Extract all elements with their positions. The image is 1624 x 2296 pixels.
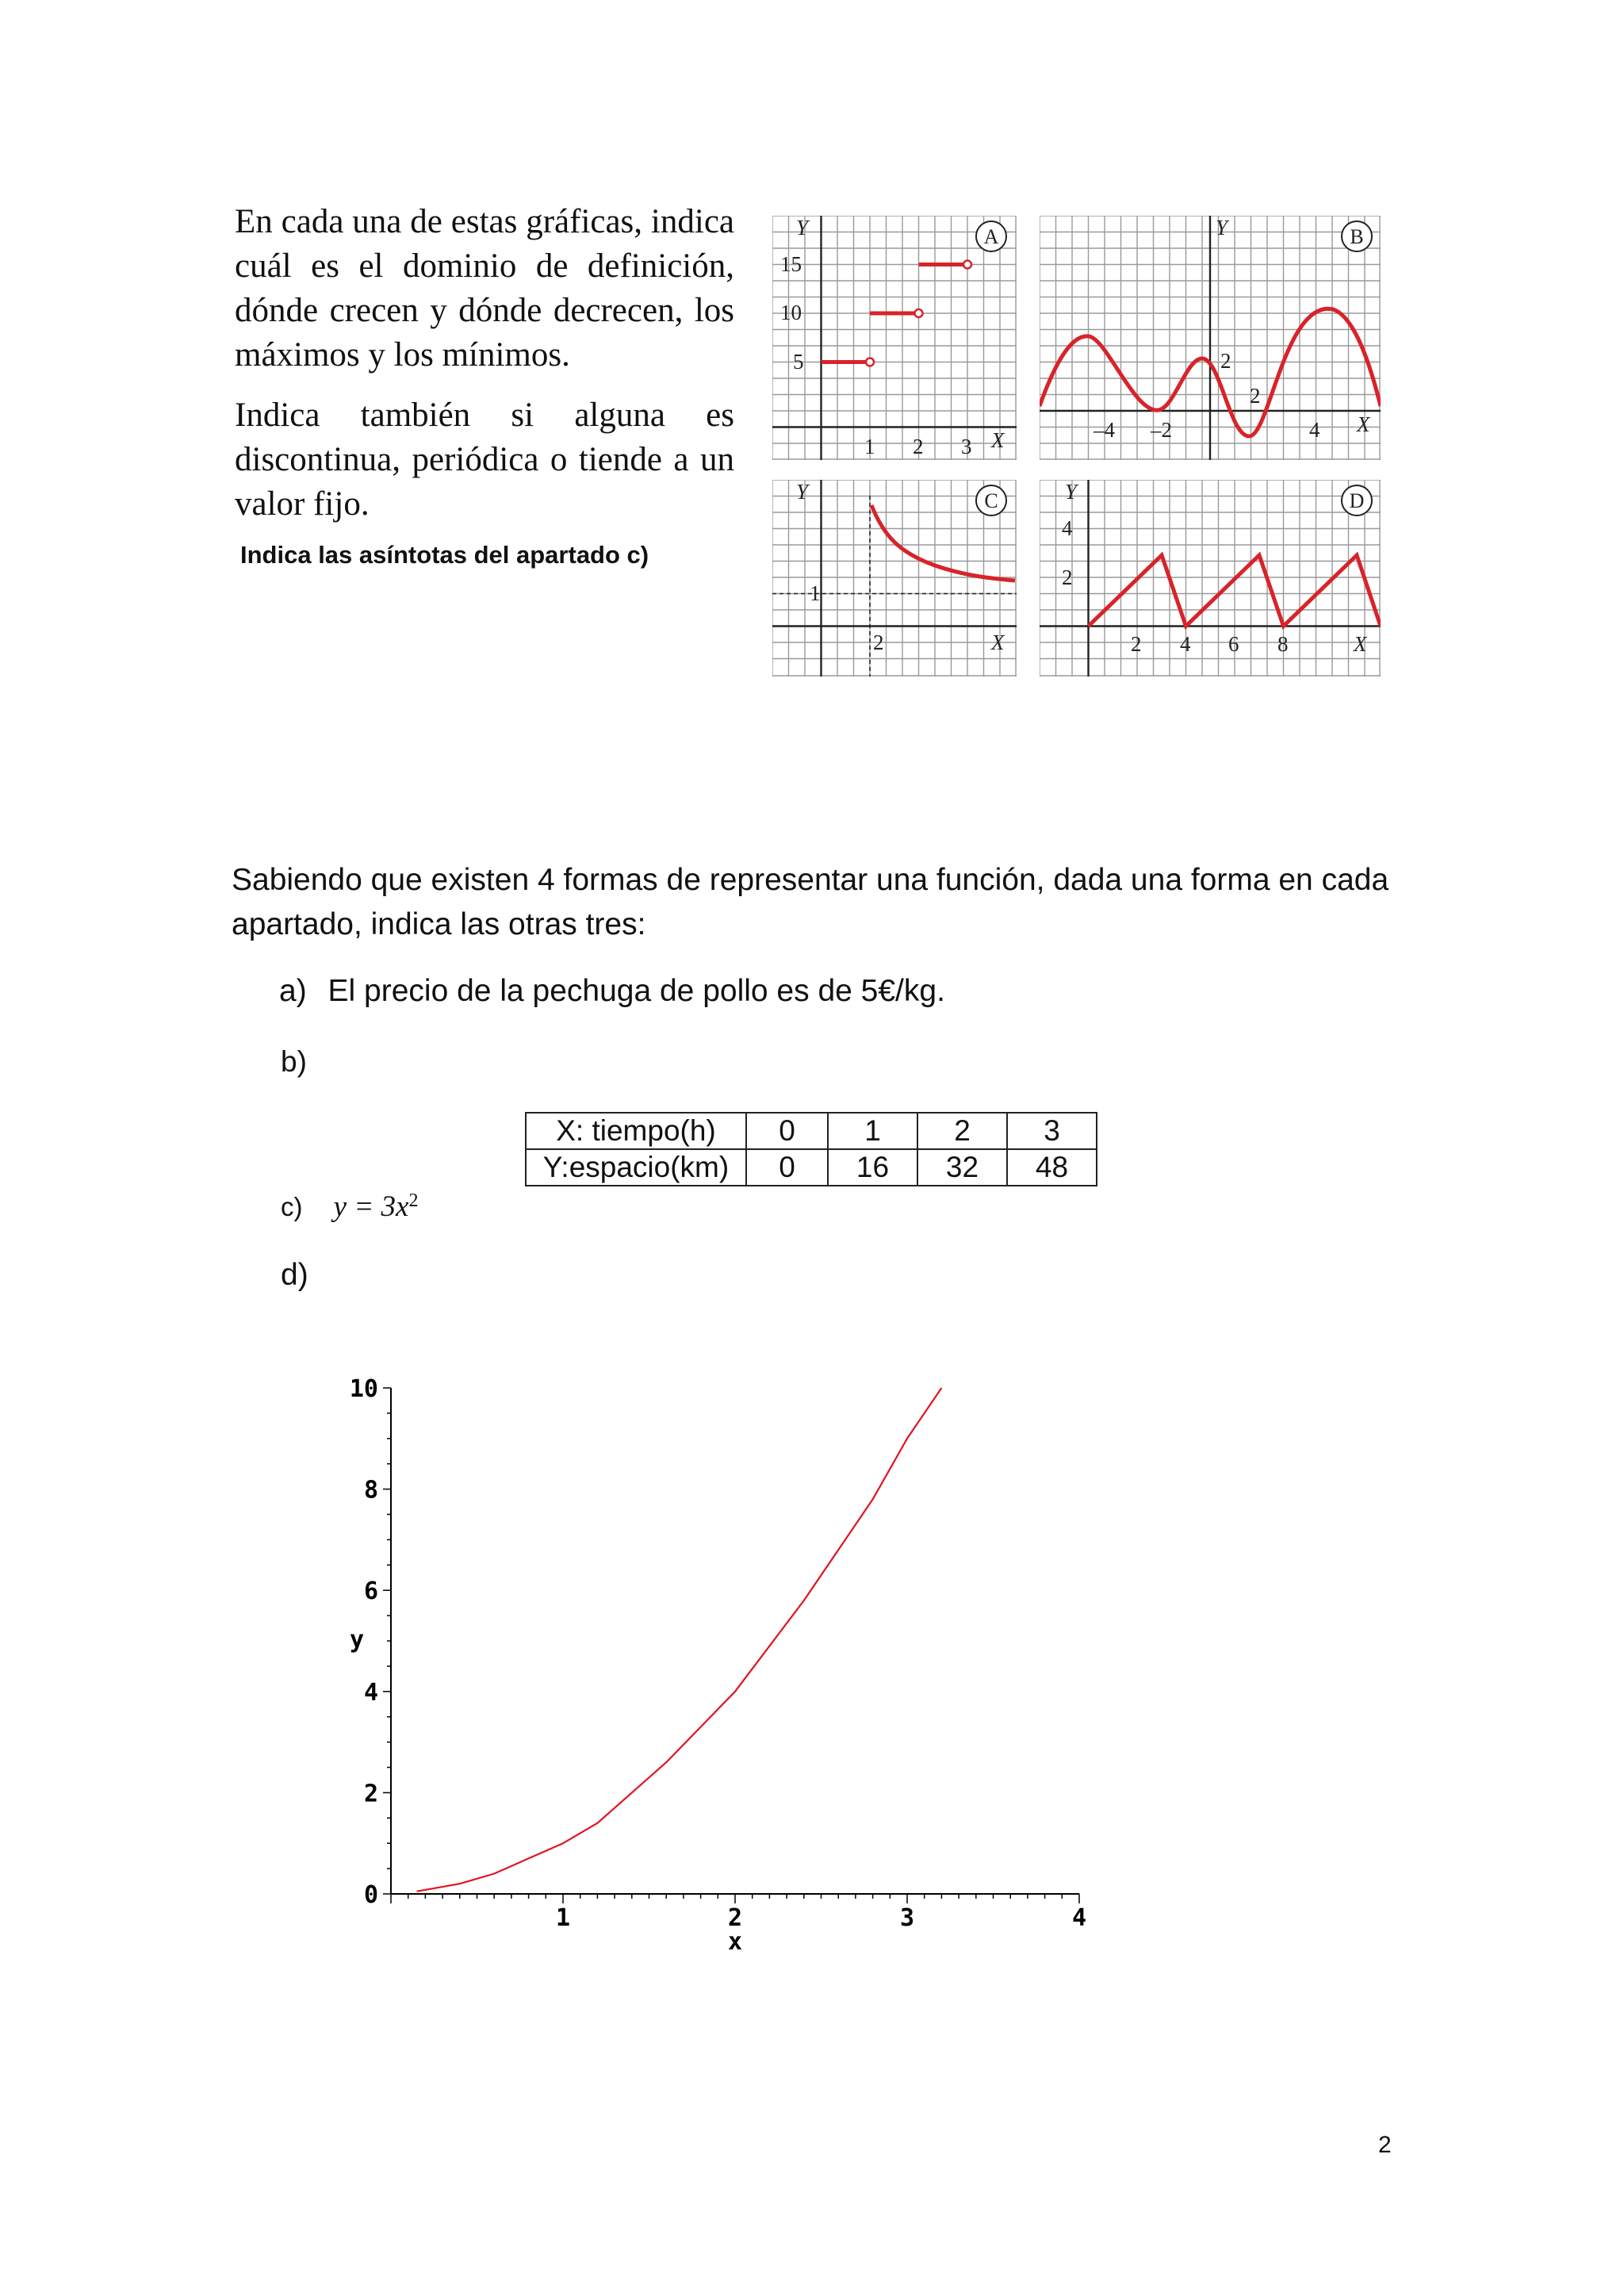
x-tick-label: 2 [913, 435, 924, 458]
y-tick-label: 10 [780, 301, 802, 324]
graph-a [772, 216, 1017, 460]
exercise1-paragraph1: En cada una de estas gráficas, indica cuál es el dominio de definición, dónde crecen y dónde decrecen, los máximos y los mínimos. [235, 203, 734, 374]
table-cell: 0 [746, 1113, 828, 1149]
graph-b [1040, 216, 1381, 460]
graph-label: D [1349, 489, 1365, 512]
exercise1-paragraph2: Indica también si alguna es discontinua, periódica o tiende a un valor fijo. [235, 397, 734, 523]
x-axis-label: X [991, 428, 1005, 452]
x-axis-label: X [1357, 412, 1370, 436]
y-axis-label: Y [1216, 216, 1228, 240]
open-point [866, 358, 874, 366]
y-axis-label: Y [796, 216, 809, 240]
x-tick-label: 1 [864, 435, 875, 458]
table-row [526, 1149, 1097, 1186]
x-tick-label: –2 [1151, 418, 1172, 442]
y-tick-label: 4 [1062, 516, 1073, 540]
y-tick-label: 4 [363, 1678, 378, 1707]
y-tick-label: 0 [363, 1881, 378, 1909]
x-tick-label: 4 [1071, 1904, 1087, 1932]
y-axis-label: Y [1065, 480, 1078, 504]
graph-label: A [983, 225, 999, 248]
x-tick-label: 2 [873, 631, 884, 654]
graph-label: B [1350, 225, 1364, 248]
x-tick-label: 2 [1131, 632, 1142, 656]
x-tick-label: 6 [1228, 632, 1239, 656]
table-cell: 32 [917, 1149, 1007, 1186]
item-c-exponent: 2 [408, 1190, 419, 1211]
graph-d [1040, 480, 1381, 677]
y-tick-label: 2 [1220, 349, 1231, 373]
item-d-label: d) [281, 1258, 308, 1292]
table-cell: X: tiempo(h) [526, 1113, 746, 1149]
y-tick-label: 10 [349, 1375, 378, 1403]
x-tick-label: 8 [1277, 632, 1289, 656]
graph-c [772, 480, 1017, 677]
table-cell: 3 [1007, 1113, 1097, 1149]
y-axis-label: y [349, 1626, 365, 1654]
x-tick-label: 2 [727, 1904, 743, 1932]
x-tick-label: 1 [555, 1904, 571, 1932]
y-tick-label: 2 [363, 1780, 378, 1808]
open-point [963, 261, 971, 269]
table-cell: 16 [828, 1149, 917, 1186]
y-tick-label: 15 [780, 252, 802, 276]
x-axis-label: X [991, 631, 1005, 654]
item-c-label: c) [281, 1192, 303, 1221]
item-c-formula: y = 3x [333, 1190, 409, 1223]
table-cell: Y:espacio(km) [526, 1149, 746, 1186]
table-cell: 2 [917, 1113, 1007, 1149]
y-tick-label: 6 [363, 1577, 378, 1606]
exercise2-intro: Sabiendo que existen 4 formas de representar una función, dada una forma en cada apartado, indica las otras tres: [232, 863, 1389, 941]
table-row [526, 1113, 1097, 1149]
x-tick-label: 2 [1250, 384, 1261, 408]
y-tick-label: 1 [810, 581, 821, 605]
quadratic-chart [333, 1356, 1094, 1975]
page-number: 2 [1378, 2132, 1392, 2158]
item-a-label: a) [279, 974, 307, 1008]
x-tick-label: –4 [1094, 418, 1115, 442]
curve [871, 505, 1015, 581]
series-line [417, 1388, 942, 1892]
table-cell: 0 [746, 1149, 828, 1186]
item-a [279, 974, 945, 1009]
item-b-label: b) [281, 1045, 307, 1078]
graph-label: C [984, 489, 998, 512]
x-axis-label: X [1354, 632, 1367, 656]
x-tick-label: 3 [961, 435, 972, 458]
y-tick-label: 2 [1062, 565, 1073, 589]
y-tick-label: 8 [363, 1476, 378, 1504]
x-tick-label: 4 [1309, 418, 1320, 442]
y-axis-label: Y [796, 480, 809, 504]
data-table [525, 1112, 1097, 1186]
x-axis-label: x [727, 1928, 743, 1956]
table-cell: 48 [1007, 1149, 1097, 1186]
asymptotes-note: Indica las asíntotas del apartado c) [240, 541, 649, 569]
open-point [915, 309, 923, 317]
x-tick-label: 3 [899, 1904, 915, 1932]
item-c [281, 1190, 418, 1224]
item-a-text: El precio de la pechuga de pollo es de 5€/kg. [327, 974, 945, 1008]
exercise1-text [235, 200, 734, 542]
y-tick-label: 5 [793, 350, 804, 374]
x-tick-label: 4 [1180, 632, 1191, 656]
table-cell: 1 [828, 1113, 917, 1149]
